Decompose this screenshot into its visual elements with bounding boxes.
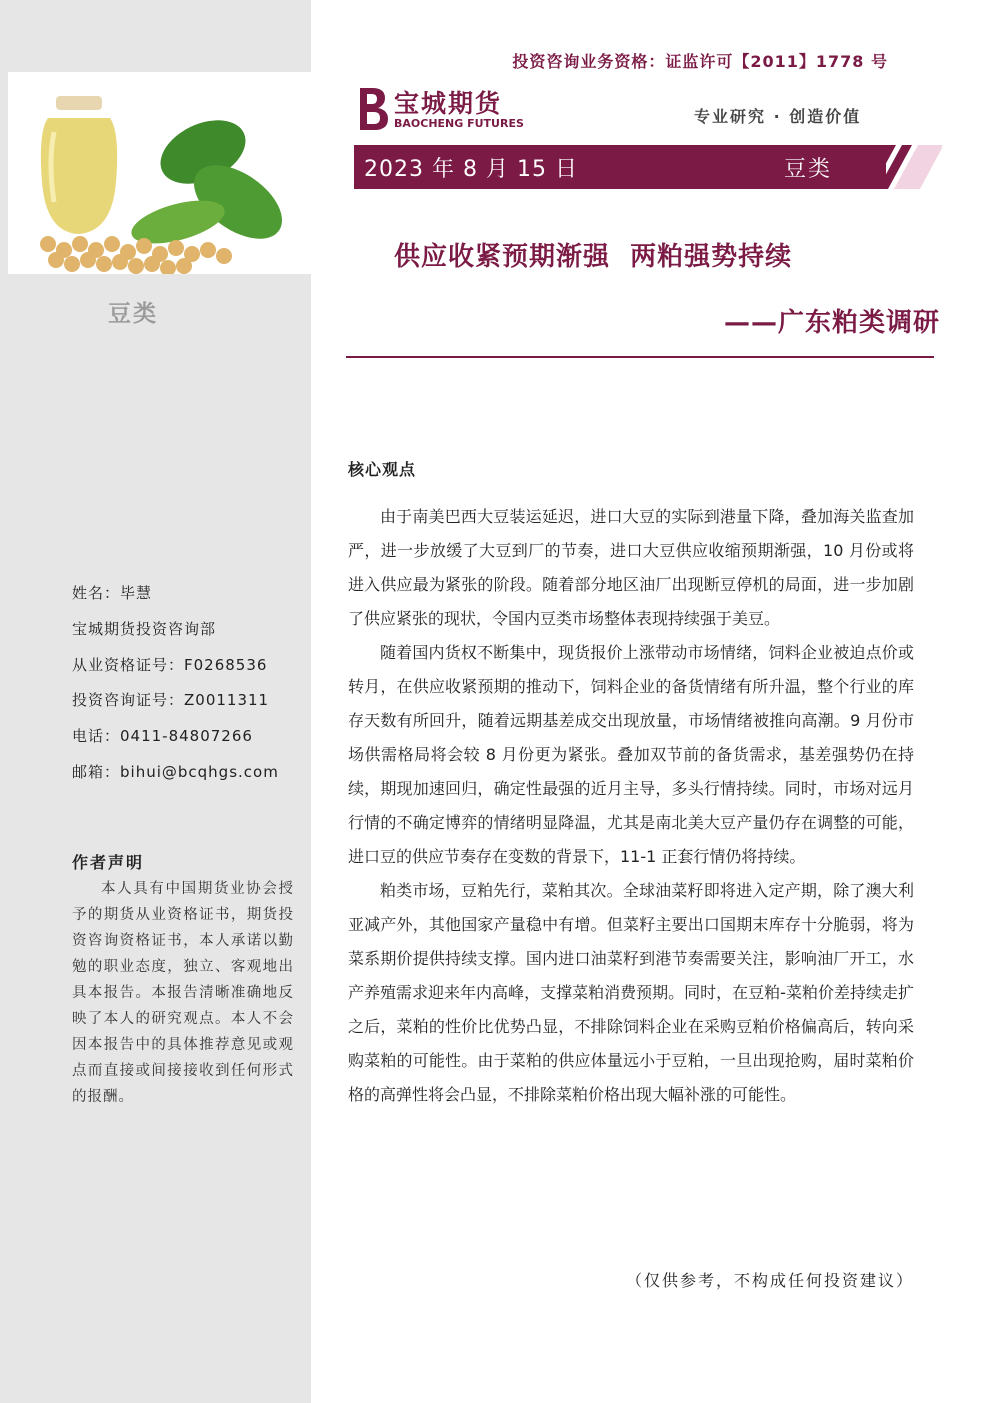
body-paragraph: 随着国内货权不断集中，现货报价上涨带动市场情绪，饲料企业被迫点价或转月，在供应收紧预期的推动下，饲料企业的备货情绪有所升温，整个行业的库存天数有所回升，随着远期基差成交出现放量，市场情绪被推向高潮。9 月份市场供需格局将会较 8 月份更为紧张。叠加双节前的备货需求，基差强势仍在持续，期现加速回归，确定性最强的近月主导，多头行情持续。同时，市场对远月行情的不确定博弈的情绪明显降温，尤其是南北美大豆产量仍存在调整的可能，进口豆的供应节奏存在变数的背景下，11-1 正套行情仍将持续。 [348, 643, 914, 866]
logo-b-icon [354, 86, 390, 132]
author-department: 宝城期货投资咨询部 [72, 619, 217, 638]
logo-english-name: BAOCHENG FUTURES [394, 117, 524, 130]
investment-disclaimer: （仅供参考，不构成任何投资建议） [625, 1271, 914, 1290]
core-viewpoints-heading: 核心观点 [348, 460, 417, 479]
author-declaration-title: 作者声明 [72, 853, 145, 872]
soybean-oil-illustration [8, 72, 311, 274]
qualification-notice: 投资咨询业务资格：证监许可【2011】1778 号 [512, 52, 888, 71]
report-body [348, 500, 914, 1112]
date-banner [354, 145, 886, 189]
hero-image-soybean-oil [8, 72, 311, 274]
body-paragraph: 由于南美巴西大豆装运延迟，进口大豆的实际到港量下降，叠加海关监查加严，进一步放缓了大豆到厂的节奏，进口大豆供应收缩预期渐强，10 月份或将进入供应最为紧张的阶段。随着部分地区油厂出现断豆停机的局面，进一步加剧了供应紧张的现状，令国内豆类市场整体表现持续强于美豆。 [348, 507, 914, 628]
sidebar [0, 0, 311, 1403]
banner-stripes-decoration [862, 145, 942, 189]
body-paragraph: 粕类市场，豆粕先行，菜粕其次。全球油菜籽即将进入定产期，除了澳大利亚减产外，其他国家产量稳中有增。但菜籽主要出口国期末库存十分脆弱，将为菜系期价提供持续支撑。国内进口油菜籽到港节奏需要关注，影响油厂开工，水产养殖需求迎来年内高峰，支撑菜粕消费预期。同时，在豆粕-菜粕价差持续走扩之后，菜粕的性价比优势凸显，不排除饲料企业在采购豆粕价格偏高后，转向采购菜粕的可能性。由于菜粕的供应体量远小于豆粕，一旦出现抢购，届时菜粕价格的高弹性将会凸显，不排除菜粕价格出现大幅补涨的可能性。 [348, 881, 914, 1104]
sidebar-category-label: 豆类 [108, 301, 158, 327]
author-contact-block [72, 582, 302, 797]
author-phone: 电话：0411-84807266 [72, 727, 253, 746]
company-slogan: 专业研究 · 创造价值 [694, 107, 862, 126]
author-declaration-body: 本人具有中国期货业协会授予的期货从业资格证书，期货投资咨询资格证书，本人承诺以勤勉的职业态度，独立、客观地出具本报告。本报告清晰准确地反映了本人的研究观点。本人不会因本报告中的具体推荐意见或观点而直接或间接接收到任何形式的报酬。 [72, 881, 294, 1105]
logo-chinese-name: 宝城期货 [394, 89, 503, 118]
report-category: 豆类 [784, 157, 833, 182]
report-date: 2023 年 8 月 15 日 [364, 157, 578, 182]
author-name: 姓名：毕慧 [72, 584, 153, 602]
report-subtitle: ——广东粕类调研 [723, 308, 940, 338]
title-divider [346, 356, 934, 358]
company-logo [354, 84, 524, 134]
author-email: 邮箱：bihui@bcqhgs.com [72, 762, 279, 781]
author-license-number: 从业资格证号：F0268536 [72, 655, 268, 674]
report-title: 供应收紧预期渐强 两粕强势持续 [394, 242, 793, 272]
author-consulting-number: 投资咨询证号：Z0011311 [72, 691, 270, 710]
